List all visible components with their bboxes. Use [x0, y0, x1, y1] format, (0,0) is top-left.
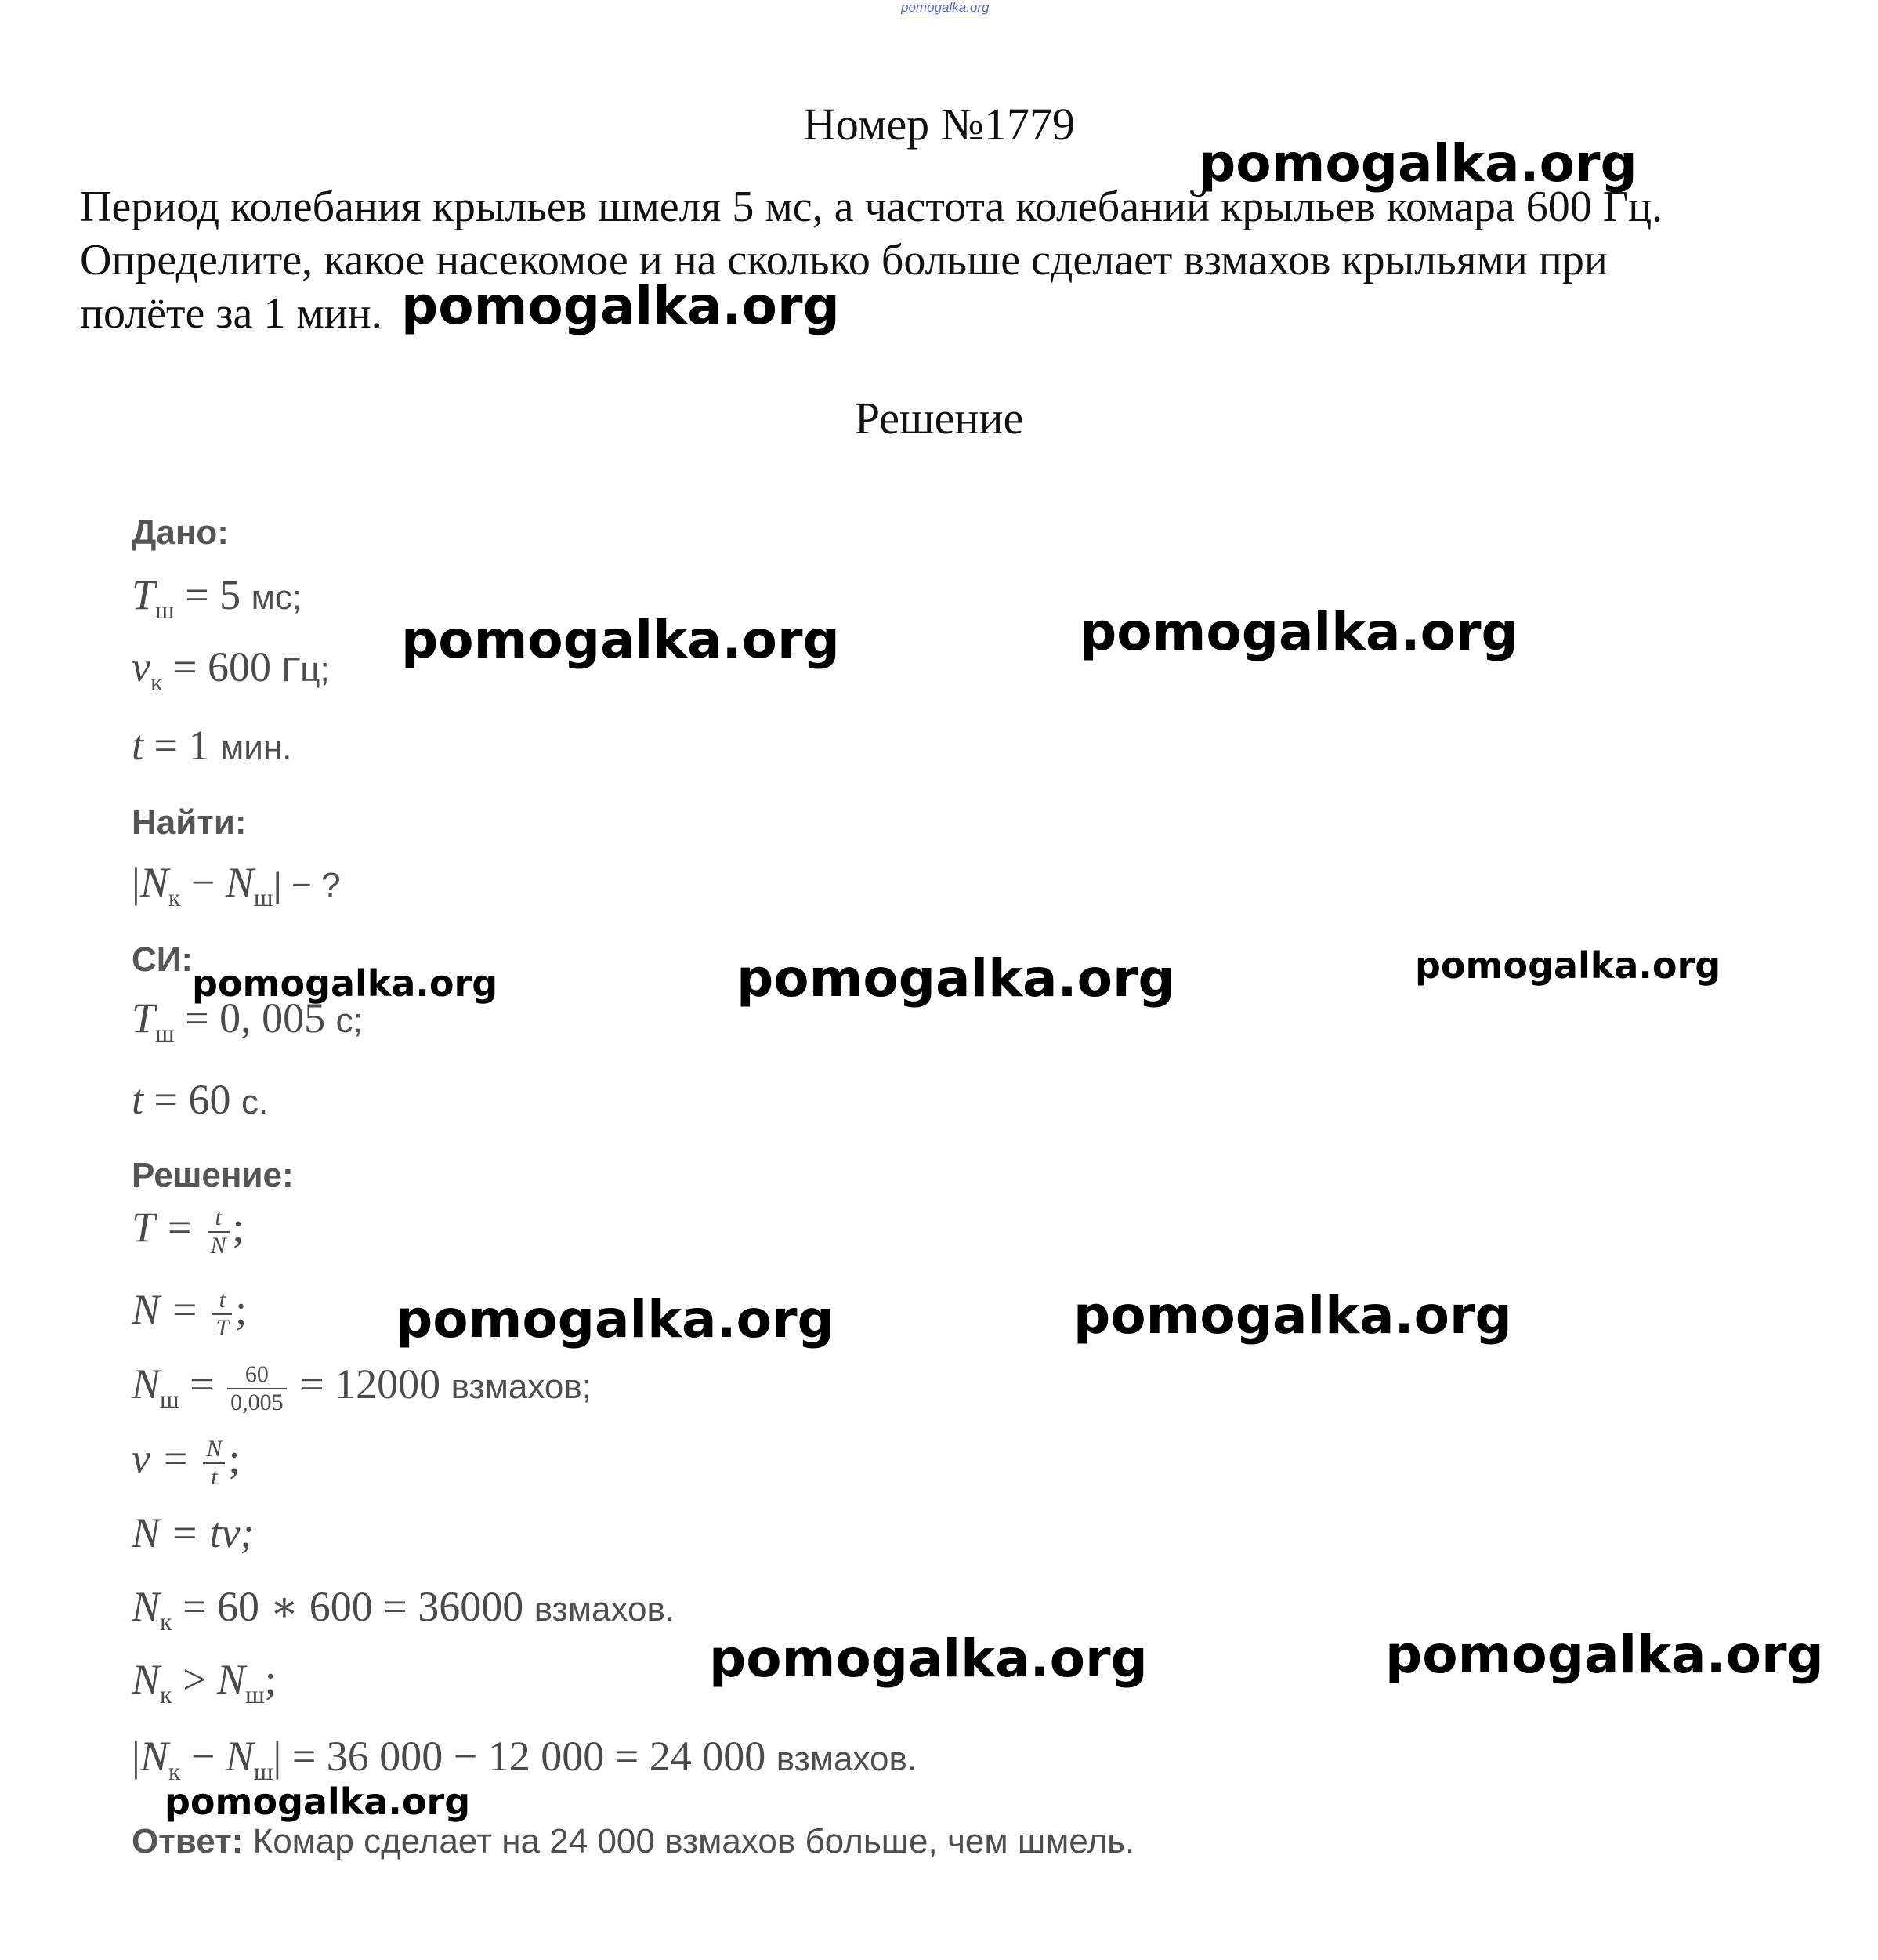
- si-label: СИ:: [132, 940, 194, 979]
- si-period: $T_ш = 0$, 005 с;: [132, 994, 363, 1047]
- watermark: pomogalka.org: [1385, 1625, 1824, 1685]
- formula-period: T = $\frac{t}{N}$ ;: [132, 1204, 244, 1259]
- fraction: $\frac{N}{t}$: [203, 1436, 225, 1491]
- given-label: Дано:: [132, 513, 229, 552]
- watermark: pomogalka.org: [165, 1781, 471, 1823]
- bumblebee-count: $N_ш$ = $\frac{60}{0,005}$ = 12000 взмахов;: [132, 1360, 592, 1416]
- watermark: pomogalka.org: [396, 1289, 834, 1350]
- formula-frequency: ν = $\frac{N}{t}$ ;: [132, 1435, 241, 1491]
- formula-count: N = $\frac{t}{T}$ ;: [132, 1286, 248, 1342]
- watermark: pomogalka.org: [736, 948, 1175, 1009]
- formula-n-t-nu: N = tν;: [132, 1509, 255, 1556]
- watermark: pomogalka.org: [401, 610, 840, 670]
- solution-label: Решение:: [132, 1156, 294, 1194]
- watermark: pomogalka.org: [1415, 944, 1721, 987]
- solution-heading: Решение: [854, 393, 1024, 444]
- given-time: t = 1 мин.: [132, 722, 292, 769]
- comparison: $N_к > N_ш$;: [132, 1656, 277, 1708]
- watermark: pomogalka.org: [1073, 1285, 1512, 1346]
- difference: $|N_к - N_ш| = 36$ 000 − 12 000 = 24 000 взмахов.: [132, 1733, 917, 1785]
- fraction: $\frac{t}{T}$: [212, 1287, 232, 1342]
- site-link-top[interactable]: pomogalka.org: [901, 0, 990, 15]
- si-time: t = 60 с.: [132, 1076, 269, 1123]
- task-line: Период колебания крыльев шмеля 5 мс, а частота колебаний крыльев комара 600 Гц.: [80, 183, 1663, 231]
- fraction: $\frac{t}{N}$: [208, 1205, 230, 1259]
- task-statement: [80, 180, 1851, 340]
- task-line: полёте за 1 мин.: [80, 289, 382, 338]
- fraction: $\frac{60}{0,005}$: [227, 1361, 287, 1416]
- given-frequency: $\nu_к = 600$ Гц;: [132, 643, 330, 696]
- watermark: pomogalka.org: [1080, 602, 1518, 662]
- page-title: Номер №1779: [802, 99, 1076, 150]
- mosquito-count: $N_к = 60$ ∗ 600 = 36000 взмахов.: [132, 1583, 675, 1636]
- answer: Ответ: Комар сделает на 24 000 взмахов больше, чем шмель.: [132, 1822, 1135, 1860]
- find-expression: $|N_к - N_ш|$ − ?: [132, 859, 341, 911]
- watermark: pomogalka.org: [709, 1629, 1148, 1689]
- find-label: Найти:: [132, 803, 247, 842]
- watermark: pomogalka.org: [401, 276, 840, 336]
- task-line: Определите, какое насекомое и на сколько больше сделает взмахов крыльями при: [80, 236, 1608, 284]
- given-period: $T_ш = 5$ мс;: [132, 571, 302, 624]
- watermark: pomogalka.org: [192, 962, 498, 1005]
- watermark: pomogalka.org: [1199, 133, 1637, 194]
